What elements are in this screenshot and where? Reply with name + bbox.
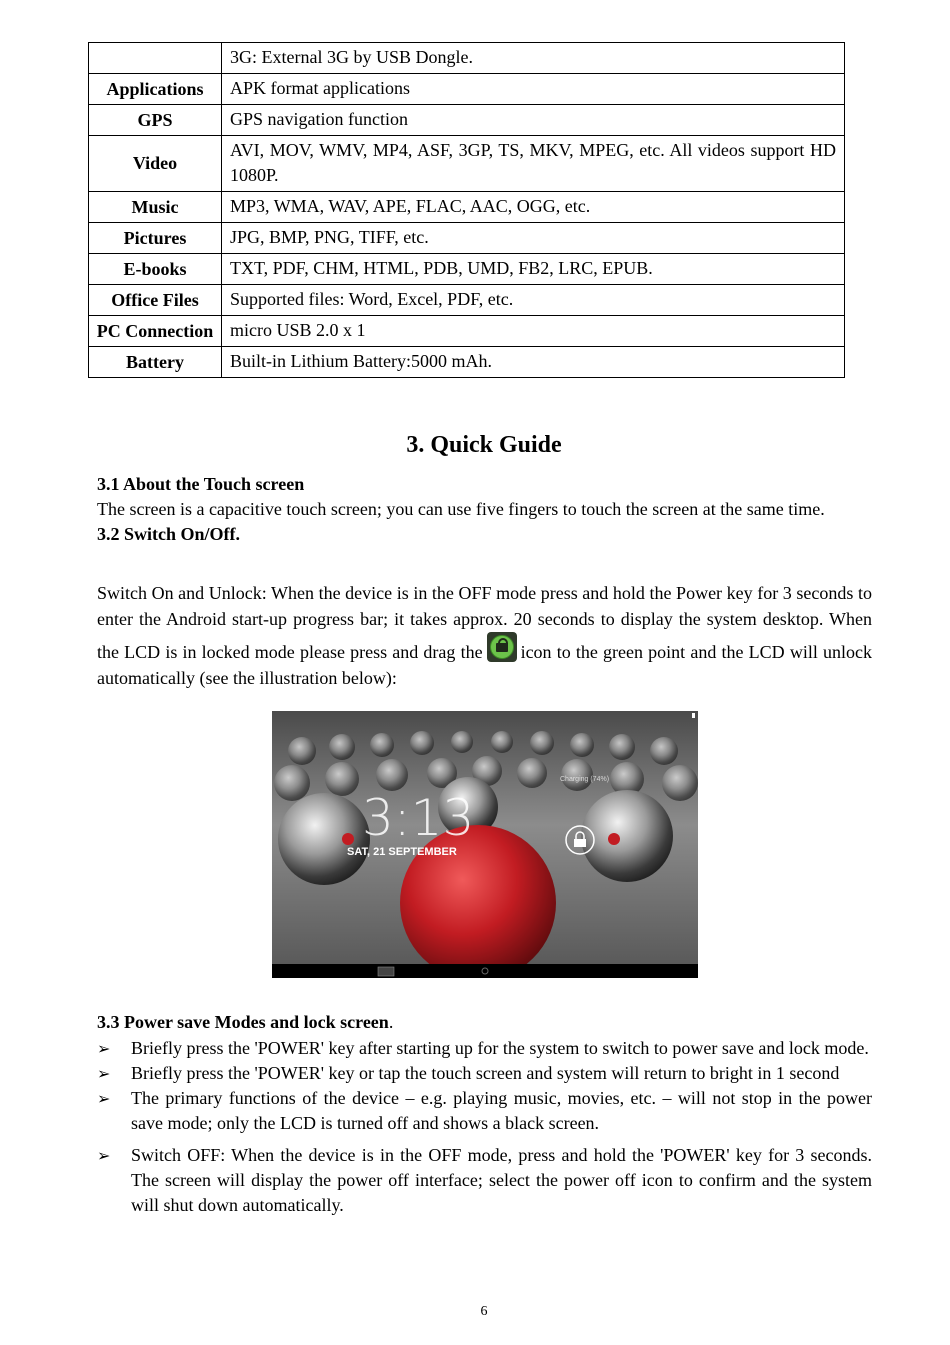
table-row — [89, 74, 845, 105]
table-row — [89, 105, 845, 136]
chrome-sphere-right — [581, 790, 673, 882]
table-row — [89, 347, 845, 378]
list-item — [97, 1143, 872, 1218]
spec-value: GPS navigation function — [222, 105, 845, 136]
unlock-icon — [487, 632, 517, 662]
paragraph-3-2-end: icon to the green point and the LCD will unlock automatically (see the illustration below): — [97, 642, 872, 688]
paragraph-3-2 — [97, 580, 872, 691]
spec-label: Music — [89, 192, 222, 223]
table-row — [89, 285, 845, 316]
heading-3-3-suffix: . — [388, 1012, 394, 1032]
spec-label: GPS — [89, 105, 222, 136]
spec-label: Pictures — [89, 223, 222, 254]
spec-value: micro USB 2.0 x 1 — [222, 316, 845, 347]
bullet-text: Switch OFF: When the device is in the OFF mode, press and hold the 'POWER' key for 3 seconds. The screen will display the power off interface; select the power off icon to confirm and the system will shut down automatically. — [131, 1145, 872, 1215]
lockscreen-status: Charging (74%) — [560, 776, 610, 783]
list-item — [97, 1061, 872, 1086]
section-3-1 — [97, 472, 872, 547]
spec-label: Applications — [89, 74, 222, 105]
arrow-bullet-icon: ➢ — [97, 1039, 111, 1058]
table-row — [89, 316, 845, 347]
spec-value: Built-in Lithium Battery:5000 mAh. — [222, 347, 845, 378]
paragraph-3-2-start: Switch On and Unlock: When the device is in the OFF mode press and hold the Power key for 3 seconds to enter the Android start-up progress bar; it takes approx. 20 seconds to display the system desktop. When the LCD is in locked mode please press and drag the — [97, 583, 872, 662]
heading-3-3-line — [97, 1010, 872, 1035]
battery-icon — [692, 713, 695, 718]
spec-label: E-books — [89, 254, 222, 285]
section-3-3-heading — [97, 1010, 872, 1035]
table-row — [89, 254, 845, 285]
spec-value: MP3, WMA, WAV, APE, FLAC, AAC, OGG, etc. — [222, 192, 845, 223]
table-row — [89, 192, 845, 223]
spec-value: TXT, PDF, CHM, HTML, PDB, UMD, FB2, LRC, EPUB. — [222, 254, 845, 285]
lockscreen-time: 3:13 — [362, 789, 475, 847]
bullet-text: Briefly press the 'POWER' key after starting up for the system to switch to power save and lock mode. — [131, 1038, 869, 1058]
heading-3-2: 3.2 Switch On/Off. — [97, 524, 241, 544]
lockscreen-illustration — [272, 711, 698, 978]
section-3-2-body — [97, 580, 872, 691]
list-item — [97, 1036, 872, 1061]
chrome-sphere-left — [278, 793, 370, 885]
spec-value: APK format applications — [222, 74, 845, 105]
spec-value: Supported files: Word, Excel, PDF, etc. — [222, 285, 845, 316]
page-number: 6 — [480, 1304, 488, 1319]
list-item — [97, 1086, 872, 1136]
bullet-list — [97, 1036, 872, 1218]
arrow-bullet-icon: ➢ — [97, 1146, 111, 1165]
spec-label: PC Connection — [89, 316, 222, 347]
spec-label — [89, 43, 222, 74]
heading-3-1: 3.1 About the Touch screen — [97, 474, 305, 494]
red-dot-left — [342, 833, 354, 845]
table-row — [89, 136, 845, 192]
heading-3-3: 3.3 Power save Modes and lock screen — [97, 1012, 389, 1032]
section-title: 3. Quick Guide — [406, 432, 562, 458]
spec-label: Video — [89, 136, 222, 192]
arrow-bullet-icon: ➢ — [97, 1064, 111, 1083]
spec-value: JPG, BMP, PNG, TIFF, etc. — [222, 223, 845, 254]
spec-value: AVI, MOV, WMV, MP4, ASF, 3GP, TS, MKV, MPEG, etc. All videos support HD 1080P. — [222, 136, 845, 192]
spec-label: Battery — [89, 347, 222, 378]
bullet-text: The primary functions of the device – e.g. playing music, movies, etc. – will not stop in the power save mode; only the LCD is turned off and shows a black screen. — [131, 1088, 872, 1133]
navigation-bar — [272, 964, 698, 978]
arrow-bullet-icon: ➢ — [97, 1089, 111, 1108]
bullet-text: Briefly press the 'POWER' key or tap the touch screen and system will return to bright in 1 second — [131, 1063, 840, 1083]
camera-icon — [378, 967, 394, 976]
red-dot-right — [608, 833, 620, 845]
table-row — [89, 43, 845, 74]
lockscreen-date: SAT, 21 SEPTEMBER — [347, 846, 457, 858]
spec-label: Office Files — [89, 285, 222, 316]
spec-value: 3G: External 3G by USB Dongle. — [222, 43, 845, 74]
lockscreen-svg — [272, 711, 698, 978]
paragraph-3-1: The screen is a capacitive touch screen; you can use five fingers to touch the screen at the same time. — [97, 499, 825, 519]
spec-table — [88, 42, 845, 378]
table-row — [89, 223, 845, 254]
